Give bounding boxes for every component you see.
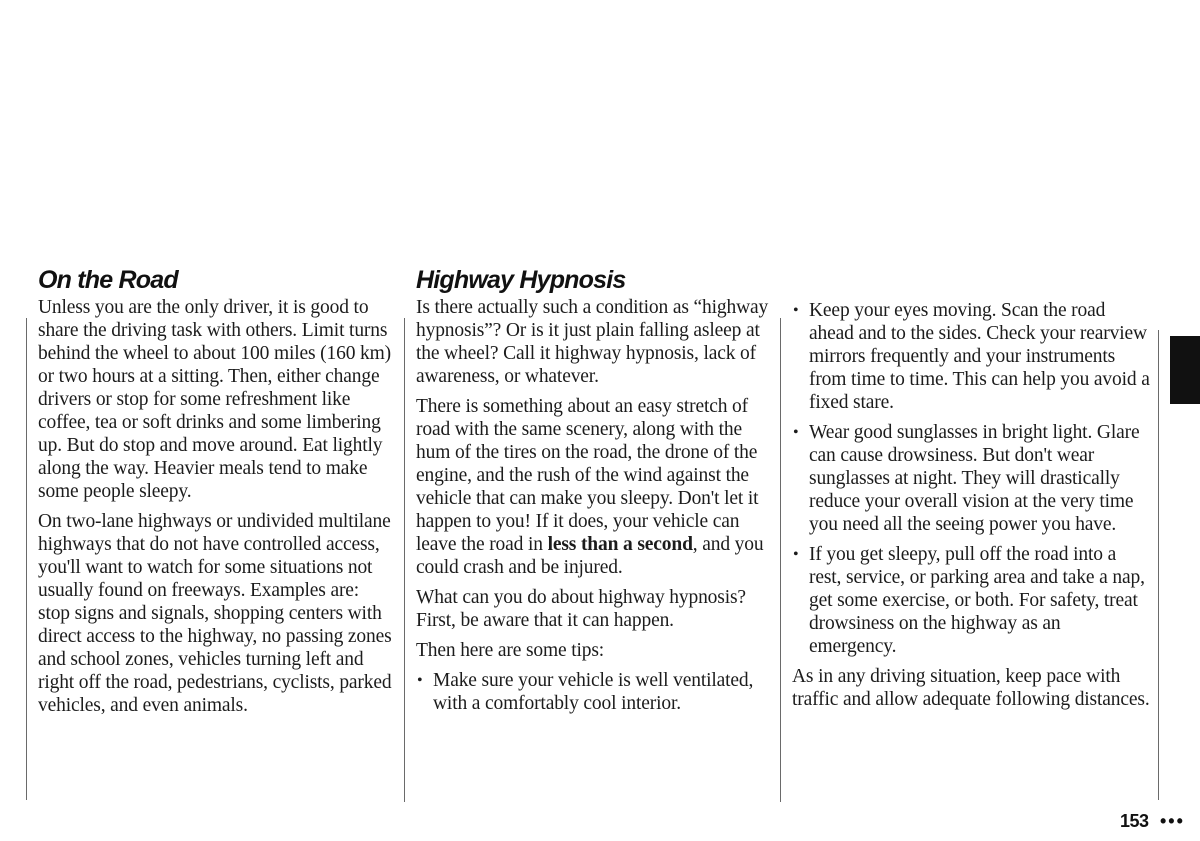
tip-ventilation-text: Make sure your vehicle is well ventilated, with a comfortably cool interior. — [433, 670, 754, 714]
text-less-than-a-second: less than a second — [547, 534, 693, 555]
column-tips-continued — [792, 299, 1152, 718]
column-rule-middle-1 — [404, 318, 405, 802]
paragraph-keep-pace: As in any driving situation, keep pace with traffic and allow adequate following distances. — [792, 666, 1150, 710]
bullet-icon: • — [417, 672, 423, 689]
tips-list-continued — [792, 299, 1152, 658]
paragraph-tips-intro: Then here are some tips: — [416, 640, 605, 661]
page-number: 153 — [1120, 811, 1149, 831]
column-highway-hypnosis — [416, 264, 776, 722]
tip-pull-off — [792, 543, 1152, 658]
tip-eyes-moving-text: Keep your eyes moving. Scan the road ahead and to the sides. Check your rearview mirrors frequently and your instruments from time to time. This can help you avoid a fixed stare. — [809, 300, 1150, 413]
bullet-icon: • — [793, 302, 799, 319]
text-easy-stretch-end: , and you could crash and be injured. — [416, 534, 764, 578]
tip-eyes-moving — [792, 299, 1152, 414]
page-number-dots: ••• — [1160, 811, 1185, 831]
text-easy-stretch-start: There is something about an easy stretch of road with the same scenery, along with the hum of the tires on the road, the drone of the engine, and the rush of the wind against the vehicle that can make you sleepy. Don't let it happen to you! If it does, your vehicle can leave the road in — [416, 396, 759, 555]
tip-sunglasses-text: Wear good sunglasses in bright light. Glare can cause drowsiness. But don't wear sunglasses at night. They will drastically reduce your overall vision at the very time you need all the seeing power you have. — [809, 422, 1140, 535]
paragraph-two-lane-highways: On two-lane highways or undivided multilane highways that do not have controlled access, you'll want to watch for some situations not usually found on freeways. Examples are: stop signs and signals, shopping centers with direct access to the highway, no passing zones and school zones, vehicles turning left and right off the road, pedestrians, cyclists, parked vehicles, and even animals. — [38, 511, 392, 716]
paragraph-sharing-driving: Unless you are the only driver, it is good to share the driving task with others. Limit turns behind the wheel to about 100 miles (160 km) or two hours at a sitting. Then, either change drivers or stop for some refreshment like coffee, tea or soft drinks and some limbering up. But do stop and move around. Eat lightly along the way. Heavier meals tend to make some people sleepy. — [38, 297, 391, 502]
tip-ventilation — [416, 669, 776, 715]
paragraph-hypnosis-question: Is there actually such a condition as “highway hypnosis”? Or is it just plain falling asleep at the wheel? Call it highway hypnosis, lack of awareness, or whatever. — [416, 297, 769, 387]
tips-list-start — [416, 669, 776, 715]
column-on-the-road — [38, 264, 394, 724]
heading-highway-hypnosis: Highway Hypnosis — [416, 266, 626, 294]
tip-sunglasses — [792, 421, 1152, 536]
bullet-icon: • — [793, 424, 799, 441]
bullet-icon: • — [793, 546, 799, 563]
paragraph-easy-stretch — [416, 395, 776, 579]
column-rule-right — [1158, 330, 1159, 800]
column-rule-middle-2 — [780, 318, 781, 802]
heading-on-the-road: On the Road — [38, 266, 178, 294]
column-rule-left — [26, 318, 27, 800]
paragraph-what-can-you-do: What can you do about highway hypnosis? First, be aware that it can happen. — [416, 587, 746, 631]
tip-pull-off-text: If you get sleepy, pull off the road into a rest, service, or parking area and take a nap, get some exercise, or both. For safety, treat drowsiness on the highway as an emergency. — [809, 544, 1145, 657]
section-thumb-tab — [1170, 336, 1200, 404]
